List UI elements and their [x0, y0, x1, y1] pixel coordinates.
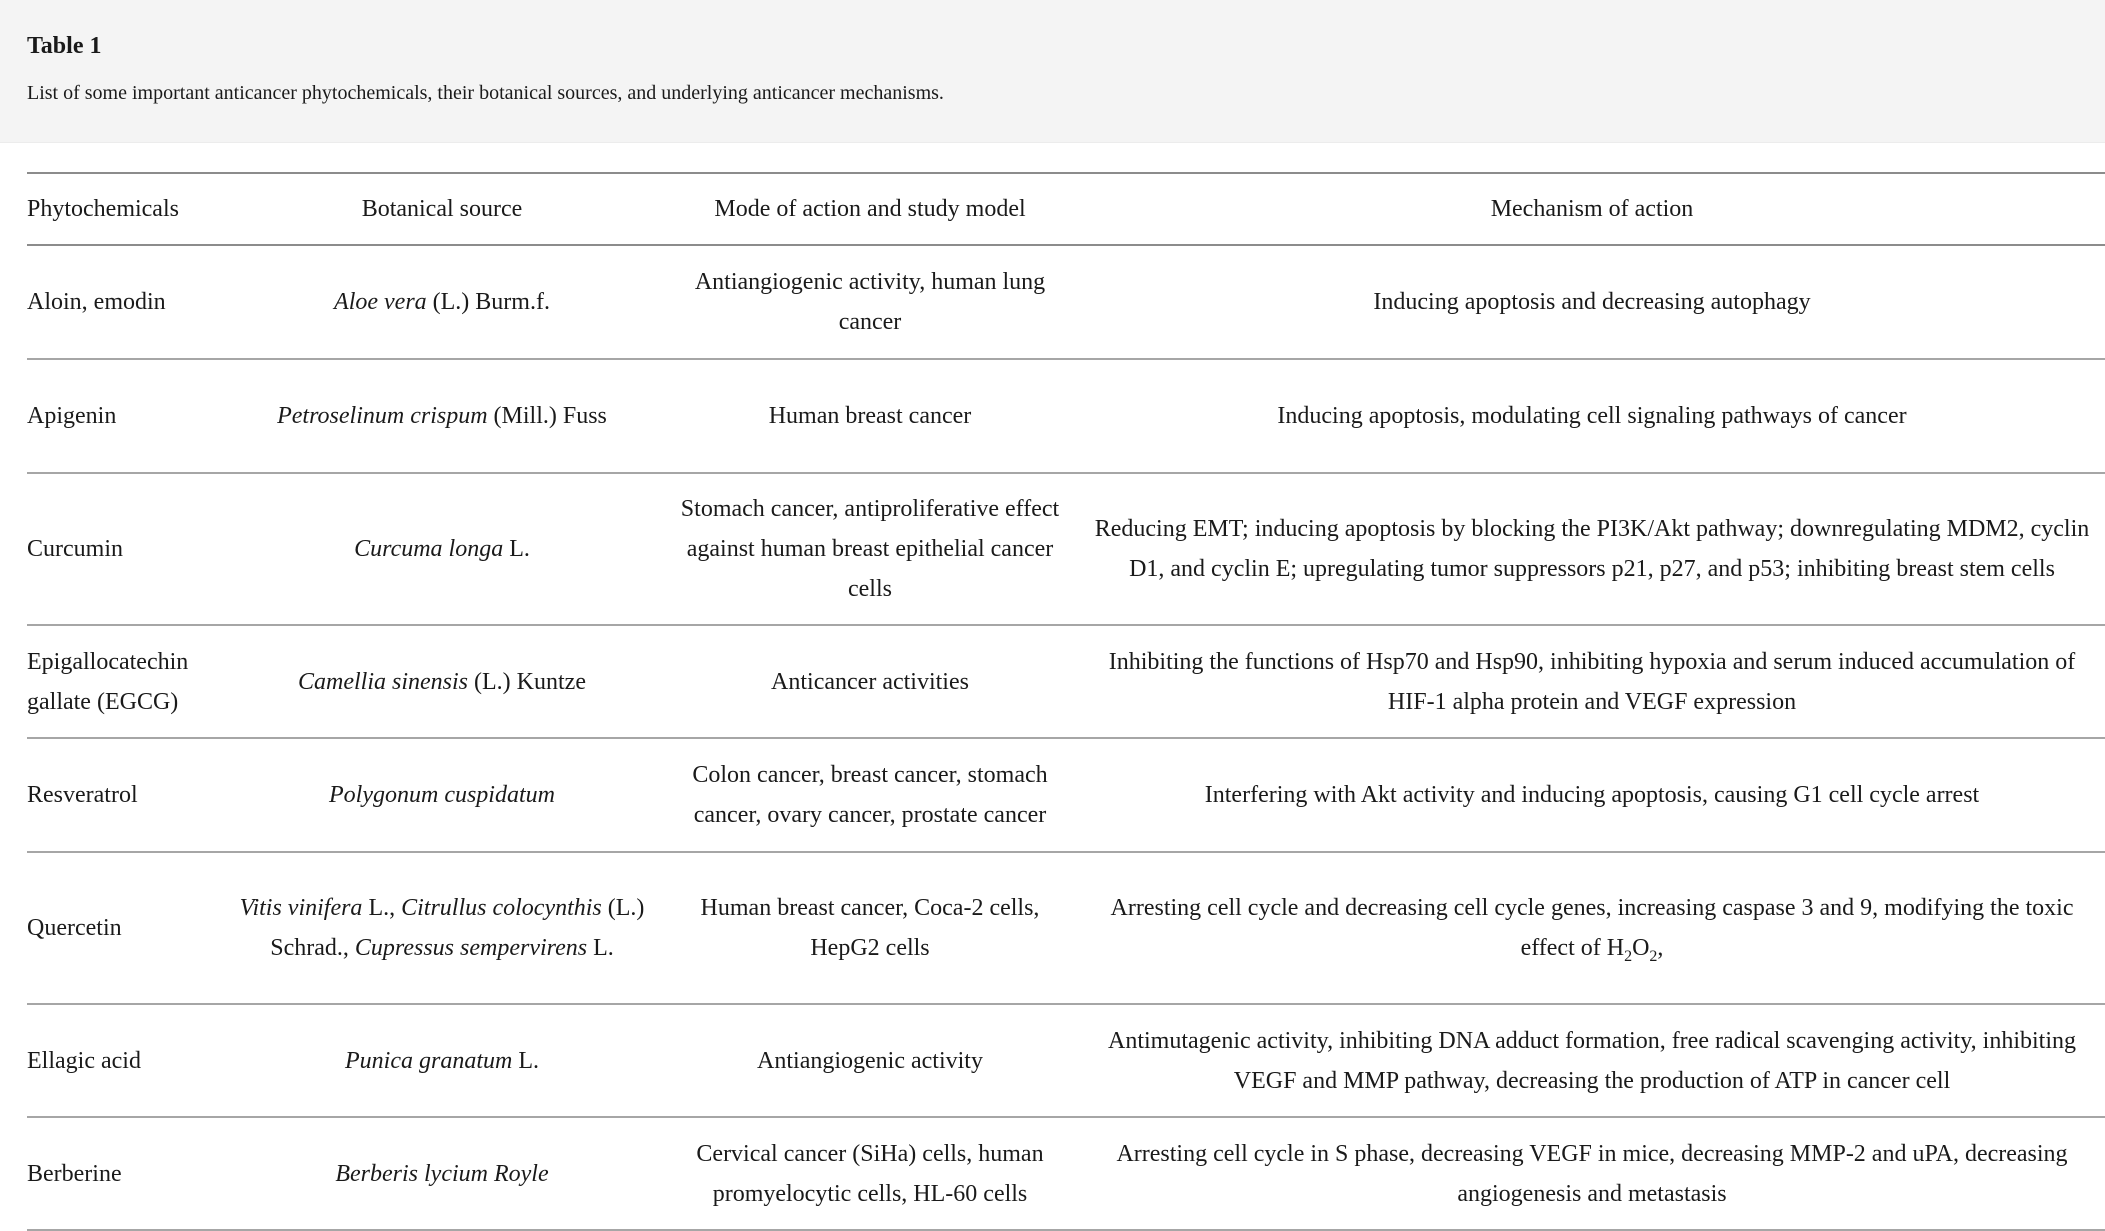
cell-botanical-source: [223, 852, 661, 1004]
source-italic: Aloe vera: [334, 289, 427, 315]
table-row: [27, 359, 2105, 473]
cell-mechanism: Arresting cell cycle in S phase, decreasing VEGF in mice, decreasing MMP-2 and uPA, decreasing angiogenesis and metastasis: [1116, 1140, 2068, 1207]
mechanism-text: Arresting cell cycle and decreasing cell cycle genes, increasing caspase 3 and 9, modifying the toxic effect of H: [1110, 895, 2074, 961]
header-botanical-source: Botanical source: [361, 196, 523, 222]
source-rest: (Mill.) Fuss: [487, 403, 607, 429]
table-caption-box: [0, 0, 2105, 143]
cell-phytochemical: Aloin, emodin: [27, 289, 166, 315]
table-row: [27, 473, 2105, 625]
cell-mechanism: Reducing EMT; inducing apoptosis by blocking the PI3K/Akt pathway; downregulating MDM2, cyclin D1, and cyclin E; upregulating tumor suppressors p21, p27, and p53; inhibiting breast stem cells: [1094, 516, 2090, 582]
cell-mode-of-action: Cervical cancer (SiHa) cells, human promyelocytic cells, HL-60 cells: [696, 1140, 1044, 1207]
subscript: 2: [1649, 947, 1658, 965]
source-rest: (L.) Burm.f.: [426, 289, 550, 315]
cell-mode-of-action: Anticancer activities: [771, 668, 969, 695]
header-mode-of-action: Mode of action and study model: [714, 196, 1026, 222]
cell-mode-of-action: Antiangiogenic activity: [757, 1047, 983, 1074]
source-italic: Cupressus sempervirens: [354, 935, 588, 961]
table-header-row: [27, 173, 2105, 245]
cell-mode-of-action: Antiangiogenic activity, human lung cancer: [694, 269, 1046, 335]
header-phytochemicals: Phytochemicals: [27, 196, 179, 222]
cell-mode-of-action: Human breast cancer, Coca-2 cells, HepG2 cells: [700, 895, 1040, 961]
cell-phytochemical: Berberine: [27, 1160, 122, 1187]
cell-botanical-source: [223, 625, 661, 738]
source-italic: Berberis lycium Royle: [335, 1160, 549, 1187]
cell-mode-of-action: Human breast cancer: [768, 403, 972, 429]
table-row: [27, 1117, 2105, 1230]
cell-mechanism: Inhibiting the functions of Hsp70 and Hsp90, inhibiting hypoxia and serum induced accumulation of HIF-1 alpha protein and VEGF expression: [1108, 648, 2076, 715]
header-mechanism-of-action: Mechanism of action: [1490, 196, 1694, 222]
table-title: Table 1: [27, 33, 102, 59]
phytochemicals-table: [27, 172, 2105, 1231]
cell-botanical-source: [223, 1004, 661, 1117]
cell-mechanism: Inducing apoptosis and decreasing autophagy: [1373, 289, 1811, 315]
table-container: [27, 172, 2105, 1231]
source-italic: Camellia sinensis: [298, 668, 469, 695]
cell-phytochemical: Quercetin: [27, 915, 122, 941]
cell-botanical-source: [223, 359, 661, 473]
source-rest: L.: [512, 1047, 539, 1074]
source-italic: Petroselinum crispum: [277, 403, 488, 429]
cell-mode-of-action: Stomach cancer, antiproliferative effect against human breast epithelial cancer cells: [680, 496, 1060, 602]
source-italic: Curcuma longa: [354, 536, 504, 562]
cell-phytochemical: Ellagic acid: [27, 1047, 141, 1074]
table-row: [27, 245, 2105, 359]
cell-botanical-source: [223, 473, 661, 625]
source-rest: (L.) Kuntze: [468, 668, 586, 695]
table-row: [27, 625, 2105, 738]
table-row: [27, 852, 2105, 1004]
table-row: [27, 1004, 2105, 1117]
cell-botanical-source: [223, 738, 661, 852]
subscript: 2: [1624, 947, 1633, 965]
table-row: [27, 738, 2105, 852]
mechanism-text: O: [1632, 935, 1650, 961]
source-italic: Vitis vinifera: [239, 895, 363, 921]
source-italic: Polygonum cuspidatum: [329, 782, 555, 808]
cell-botanical-source: [223, 1117, 661, 1230]
cell-mechanism: Inducing apoptosis, modulating cell signaling pathways of cancer: [1277, 403, 1907, 429]
cell-phytochemical: Apigenin: [27, 403, 117, 429]
cell-phytochemical: Curcumin: [27, 536, 123, 562]
source-rest: (L.) Schrad.,: [270, 895, 645, 961]
source-italic: Citrullus colocynthis: [401, 895, 602, 921]
cell-phytochemical: Resveratrol: [27, 782, 138, 808]
cell-botanical-source: [223, 245, 661, 359]
cell-phytochemical: Epigallocatechin gallate (EGCG): [27, 648, 189, 715]
source-italic: Punica granatum: [345, 1047, 513, 1074]
cell-mode-of-action: Colon cancer, breast cancer, stomach cancer, ovary cancer, prostate cancer: [692, 762, 1048, 828]
table-caption: List of some important anticancer phytochemicals, their botanical sources, and underlying anticancer mechanisms.: [27, 82, 944, 104]
cell-mechanism: Interfering with Akt activity and inducing apoptosis, causing G1 cell cycle arrest: [1204, 782, 1980, 808]
source-rest: L.,: [362, 895, 402, 921]
cell-mechanism: [1079, 852, 2105, 1004]
mechanism-text: ,: [1657, 935, 1664, 961]
source-rest: L.: [587, 935, 614, 961]
source-rest: L.: [503, 536, 530, 562]
cell-mechanism: Antimutagenic activity, inhibiting DNA adduct formation, free radical scavenging activity, inhibiting VEGF and MMP pathway, decreasing the production of ATP in cancer cell: [1108, 1027, 2076, 1094]
